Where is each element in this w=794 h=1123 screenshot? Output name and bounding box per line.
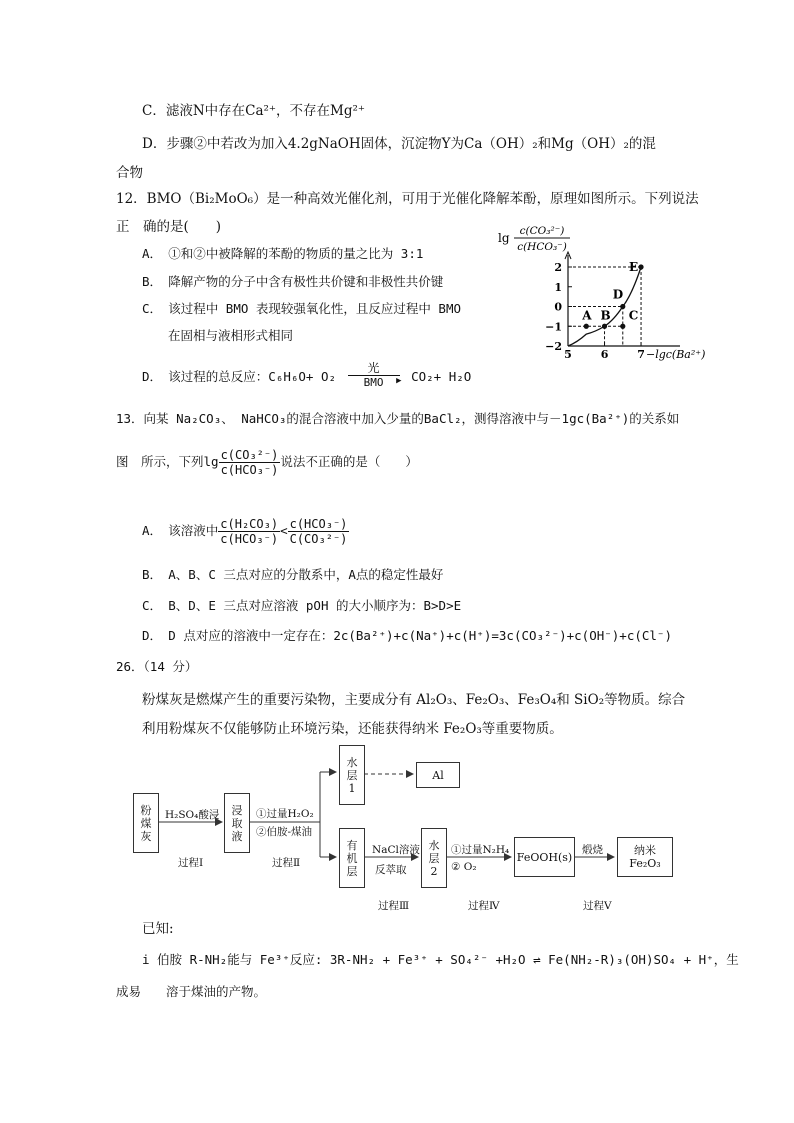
fraction-1-den: c(HCO₃⁻)	[220, 532, 279, 546]
x-tick-label: 7	[637, 348, 645, 361]
q11-option-c: C．滤液N中存在Ca²⁺，不存在Mg²⁺	[142, 103, 366, 119]
step-back-extraction: 反萃取	[375, 864, 407, 876]
y-tick-label: 1	[554, 280, 562, 294]
process-5: 过程Ⅴ	[583, 900, 612, 912]
leachate-box: 浸取液	[224, 793, 250, 853]
q26-paragraph: 粉煤灰是燃煤产生的重要污染物，主要成分有 Al₂O₃、Fe₂O₃、Fe₃O₄和 SiO₂等物质。综合	[142, 692, 686, 708]
q12-option-d-text: D． 该过程的总反应：C₆H₆O+ O₂	[142, 369, 337, 384]
less-than: <	[280, 523, 288, 538]
step-o2: ② O₂	[451, 861, 477, 873]
q12-stem: 12．BMO（Bi₂MoO₆）是一种高效光催化剂，可用于光催化降解苯酚，原理如图所示。下列说法	[116, 191, 699, 207]
point-label-b: B	[600, 308, 611, 323]
q12-option-b: B． 降解产物的分子中含有极性共价键和非极性共价键	[142, 274, 444, 289]
q13-option-a-prefix: A． 该溶液中	[142, 523, 219, 538]
point-label-c: C	[628, 308, 639, 323]
q12-option-c-cont: 在固相与液相形式相同	[168, 328, 294, 343]
fraction-1-num: c(H₂CO₃)	[220, 517, 279, 531]
y-tick-label: −1	[545, 320, 562, 334]
al-box: Al	[416, 762, 460, 788]
step-acid-leach: H₂SO₄酸浸	[165, 809, 220, 821]
q11-option-d-cont: 合物	[116, 165, 143, 181]
q11-option-d: D．步骤②中若改为加入4.2gNaOH固体，沉淀物Y为Ca（OH）₂和Mg（OH）₂的混	[142, 136, 656, 152]
y-label-denominator: c(HCO₃⁻)	[517, 241, 567, 253]
q26-title: 26．（14 分）	[116, 659, 198, 674]
q26-paragraph-cont: 利用粉煤灰不仅能够防止环境污染，还能获得纳米 Fe₂O₃等重要物质。	[142, 721, 563, 737]
q26-known-i-cont: 成易 溶于煤油的产物。	[116, 984, 267, 999]
point-label-a: A	[582, 308, 592, 323]
step-h2o2: ①过量H₂O₂	[256, 808, 314, 820]
fe2o3-label: Fe₂O₃	[629, 857, 661, 870]
organic-layer-box: 有机层	[339, 828, 365, 888]
q13-stem: 13．向某 Na₂CO₃、 NaHCO₃的混合溶液中加入少量的BaCl₂，测得溶液中与－1gc(Ba²⁺)的关系如	[116, 411, 680, 426]
process-3: 过程Ⅲ	[378, 900, 410, 912]
q13-option-b: B． A、B、C 三点对应的分散系中，A点的稳定性最好	[142, 567, 444, 582]
x-tick-label: 5	[564, 348, 572, 361]
q13-stem-suffix: 说法不正确的是（ ）	[280, 454, 418, 469]
water-layer-1-box: 水层1	[339, 745, 365, 805]
fraction-numerator: c(CO₃²⁻)	[220, 448, 279, 462]
point-label-d: D	[612, 287, 624, 302]
process-1: 过程Ⅰ	[178, 857, 204, 869]
feooh-box: FeOOH(s)	[514, 837, 575, 877]
y-label-prefix: lg	[498, 231, 510, 245]
nano-fe2o3-box	[617, 837, 673, 877]
step-nacl: NaCl溶液	[372, 844, 420, 856]
y-tick-label: 0	[554, 300, 562, 314]
q12-option-a: A． ①和②中被降解的苯酚的物质的量之比为 3:1	[142, 246, 424, 261]
step-calcine: 煅烧	[582, 844, 603, 856]
process-4: 过程Ⅳ	[468, 900, 500, 912]
y-label-numerator: c(CO₃²⁻)	[519, 225, 565, 237]
q12-stem-cont: 正 确的是( )	[116, 219, 222, 235]
fraction-2-den: C(CO₃²⁻)	[289, 532, 348, 546]
y-tick-label: −2	[545, 340, 562, 353]
q26-known-i: i 伯胺 R-NH₂能与 Fe³⁺反应: 3R-NH₂ + Fe³⁺ + SO₄²⁻ +H₂O ⇌ Fe(NH₂-R)₃(OH)SO₄ + H⁺，生	[142, 952, 739, 967]
point-label-e: E	[629, 260, 639, 274]
y-tick-label: 2	[554, 261, 562, 274]
fraction-2-num: c(HCO₃⁻)	[289, 517, 348, 531]
nano-label: 纳米	[634, 844, 656, 857]
step-amine-kerosene: ②伯胺-煤油	[256, 826, 313, 838]
water-layer-2-box: 水层2	[421, 828, 447, 888]
q26-known: 已知:	[142, 921, 174, 937]
fly-ash-box: 粉煤灰	[133, 793, 159, 853]
fraction-denominator: c(HCO₃⁻)	[220, 463, 279, 477]
arrow-line: ▶	[348, 375, 400, 376]
process-2: 过程Ⅱ	[272, 857, 301, 869]
step-n2h4: ①过量N₂H₄	[451, 844, 510, 856]
q12-option-d-products: CO₂+ H₂O	[411, 369, 472, 384]
reaction-condition-light: 光	[367, 361, 380, 375]
q13-option-c: C． B、D、E 三点对应溶液 pOH 的大小顺序为：B>D>E	[142, 598, 462, 613]
q12-option-c: C． 该过程中 BMO 表现较强氧化性，且反应过程中 BMO	[142, 301, 462, 316]
reaction-condition-catalyst: BMO	[363, 376, 384, 389]
x-tick-label: 6	[600, 348, 609, 361]
q13-option-d: D． D 点对应的溶液中一定存在：2c(Ba²⁺)+c(Na⁺)+c(H⁺)=3c(CO₃²⁻)+c(OH⁻)+c(Cl⁻)	[142, 628, 672, 643]
q13-stem-prefix: 图 所示，下列lg	[116, 454, 219, 469]
x-label: −lgc(Ba²⁺)	[646, 348, 706, 361]
